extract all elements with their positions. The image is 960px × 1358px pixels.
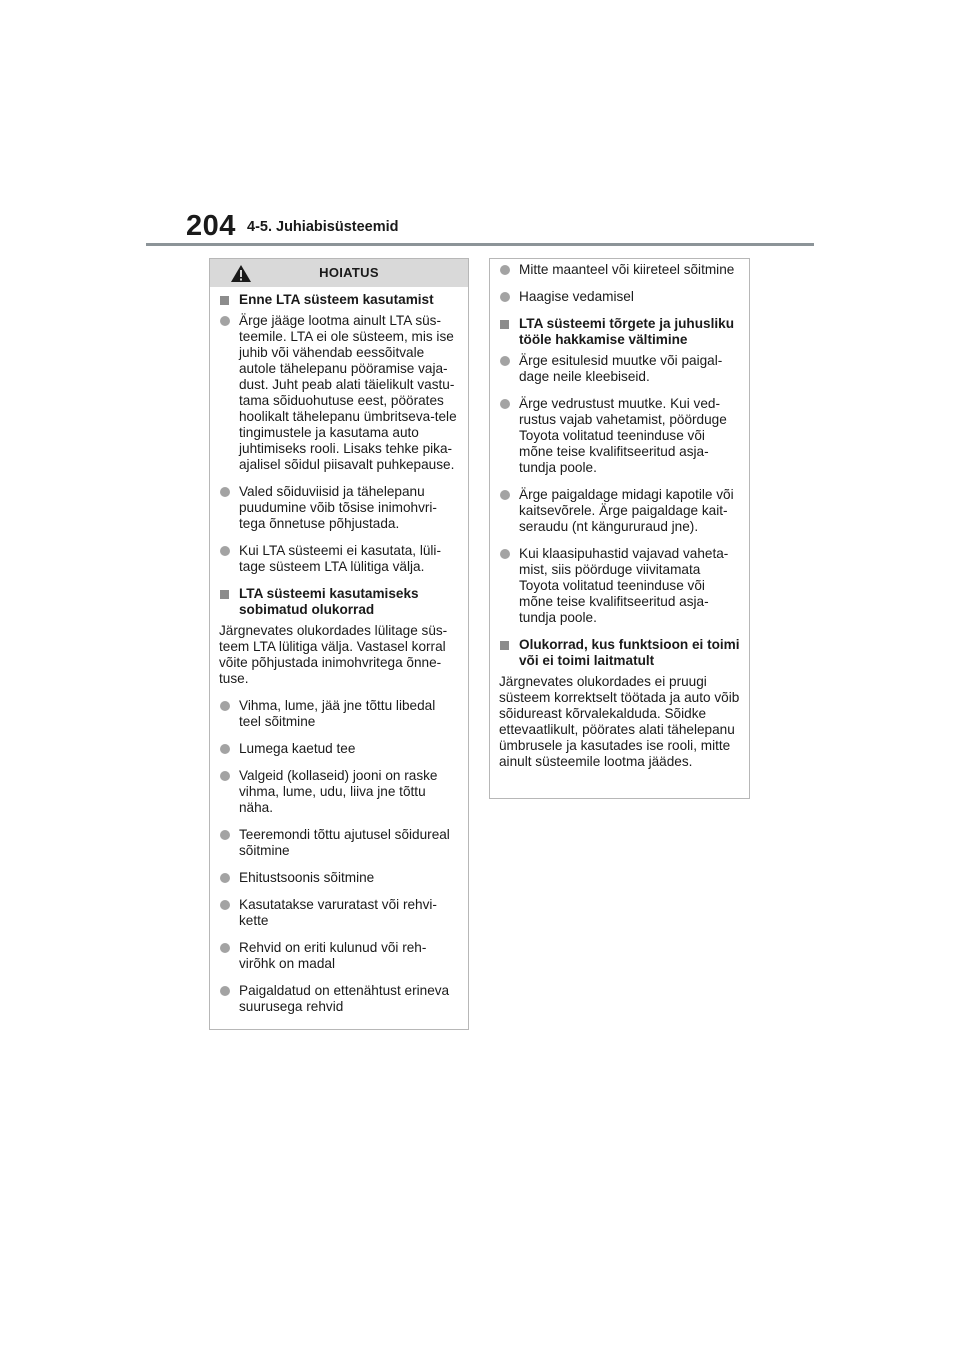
list-item [499,353,741,385]
circle-bullet-icon [220,487,230,497]
square-bullet-icon [220,296,229,305]
list-item [219,940,460,972]
list-item [219,543,460,575]
list-item-text: Vihma, lume, jää jne tõttu libedal teel sõitmine [239,698,436,729]
page-header [0,0,960,250]
list-item [219,983,460,1015]
list-item [499,487,741,535]
list-item [499,289,741,305]
warning-content [490,259,749,770]
square-bullet-icon [500,641,509,650]
circle-bullet-icon [500,399,510,409]
list-item-text: Valgeid (kollaseid) jooni on raske vihma, lume, udu, liiva jne tõttu näha. [239,768,438,815]
circle-bullet-icon [500,490,510,500]
list-item [499,546,741,626]
heading-text: Olukorrad, kus funktsioon ei toimi või ei toimi laitmatult [519,637,740,668]
list-item [219,827,460,859]
circle-bullet-icon [220,943,230,953]
list-item [219,741,460,757]
section-title: 4-5. Juhiabisüsteemid [247,219,399,235]
list-item-text: Ehitustsoonis sõitmine [239,870,375,885]
circle-bullet-icon [220,830,230,840]
section-heading [499,316,741,348]
warning-box-continued [489,258,750,799]
circle-bullet-icon [220,316,230,326]
heading-text: LTA süsteemi tõrgete ja juhusliku tööle hakkamise vältimine [519,316,735,347]
warning-label: HOIATUS [319,265,379,280]
circle-bullet-icon [220,771,230,781]
warning-header [210,259,468,287]
heading-text: LTA süsteemi kasutamiseks sobimatud olukorrad [239,586,419,617]
list-item-text: Ärge paigaldage midagi kapotile või kaitsevõrele. Ärge paigaldage kait-seraudu (nt kängururaud jne). [519,487,734,534]
list-item [499,396,741,476]
paragraph: Järgnevates olukordades lülitage süs-teem LTA lülitiga välja. Vastasel korral võite põhjustada inimohvritega õnne-tuse. [219,623,448,686]
list-item [219,768,460,816]
list-item-text: Mitte maanteel või kiireteel sõitmine [519,262,735,277]
list-item [219,484,460,532]
list-item-text: Kasutatakse varuratast või rehvi-kette [239,897,437,928]
header-divider [146,243,814,246]
list-item-text: Haagise vedamisel [519,289,634,304]
page-number: 204 [186,210,236,242]
list-item [219,313,460,473]
circle-bullet-icon [220,701,230,711]
list-item-text: Kui LTA süsteemi ei kasutata, lüli-tage süsteem LTA lülitiga välja. [239,543,441,574]
circle-bullet-icon [220,900,230,910]
list-item-text: Ärge jääge lootma ainult LTA süs-teemile. LTA ei ole süsteem, mis ise juhib või vähendab eessõitvale autole tähelepanu pööramise vaja-dust. Juht peab alati täielikult vastu-tama sõiduohutuse eest, pöörates hoolikalt tähelepanu ümbritseva-tele tingimustele ja kasutama auto juhtimiseks rooli. Lisaks tehke pika-ajalisel sõidul piisavalt puhkepause. [239,313,457,472]
heading-text: Enne LTA süsteem kasutamist [239,292,434,307]
list-item-text: Rehvid on eriti kulunud või reh-virõhk on madal [239,940,427,971]
list-item-text: Ärge vedrustust muutke. Kui ved-rustus vajab vahetamist, pöörduge Toyota volitatud teeninduse või mõne teise kvalifitseeritud asja-tundja poole. [519,396,727,475]
list-item [219,698,460,730]
paragraph: Järgnevates olukordades ei pruugi süsteem korrektselt töötada ja auto võib sõidureast kõrvalekalduda. Sõidke ettevaatlikult, pöörates alati tähelepanu ümbrusele ja kasutades ise rooli, mitte ainult süsteemile lootma jäädes. [499,674,740,769]
list-item [499,262,741,278]
list-item-text: Kui klaasipuhastid vajavad vaheta-mist, siis pöörduge viivitamata Toyota volitatud teeninduse või mõne teise kvalifitseeritud asja-tundja poole. [519,546,729,625]
section-heading [499,637,741,669]
list-item-text: Valed sõiduviisid ja tähelepanu puudumine võib tõsise inimohvri-tega õnnetuse põhjustada. [239,484,437,531]
list-item-text: Ärge esitulesid muutke või paigal-dage neile kleebiseid. [519,353,723,384]
warning-box [209,258,469,1030]
list-item-text: Paigaldatud on ettenähtust erineva suurusega rehvid [239,983,450,1014]
list-item [219,870,460,886]
list-item-text: Lumega kaetud tee [239,741,356,756]
circle-bullet-icon [220,873,230,883]
list-item-text: Teeremondi tõttu ajutusel sõidureal sõitmine [239,827,450,858]
section-heading [219,292,460,308]
section-heading [219,586,460,618]
circle-bullet-icon [500,265,510,275]
square-bullet-icon [220,590,229,599]
circle-bullet-icon [220,744,230,754]
circle-bullet-icon [500,549,510,559]
warning-content [210,287,468,1015]
list-item [219,897,460,929]
circle-bullet-icon [220,546,230,556]
circle-bullet-icon [500,292,510,302]
square-bullet-icon [500,320,509,329]
circle-bullet-icon [220,986,230,996]
circle-bullet-icon [500,356,510,366]
